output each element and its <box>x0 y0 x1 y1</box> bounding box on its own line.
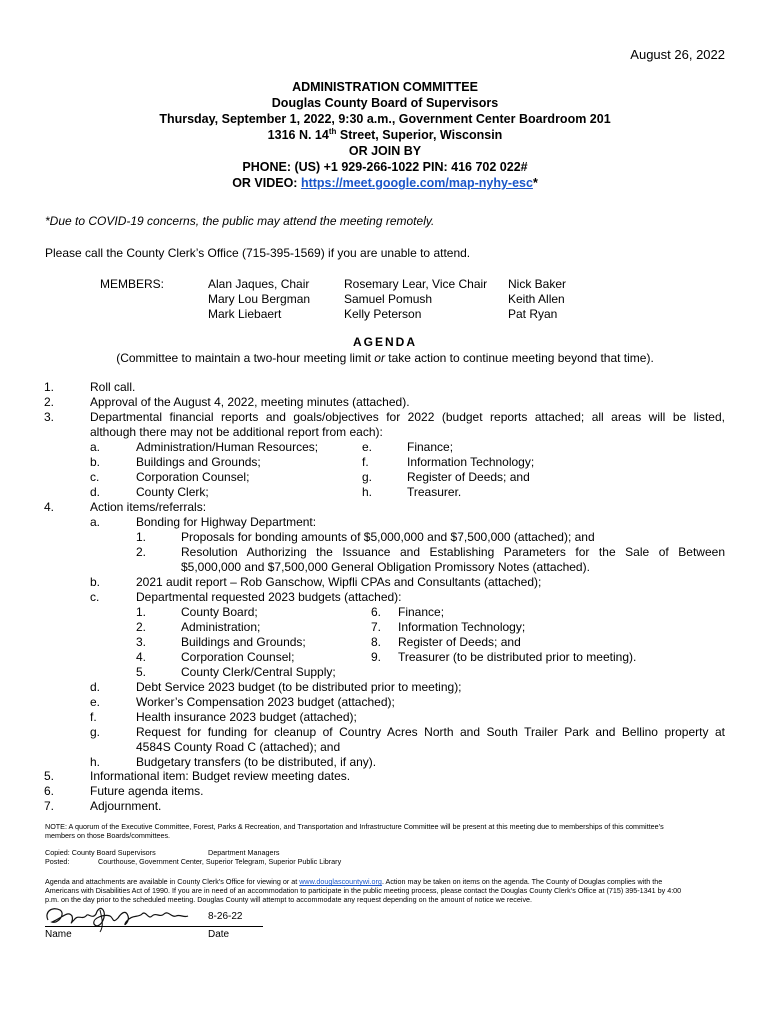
agenda-item-text: Adjournment. <box>90 799 162 813</box>
item-number: 1. <box>43 380 54 394</box>
meeting-address <box>0 128 770 143</box>
agenda-item-text: Departmental financial reports and goals/objectives for 2022 (budget reports attached; all areas will be listed, <box>90 410 725 424</box>
sub-sub-number: 1. <box>136 605 147 619</box>
video-meeting-link[interactable]: https://meet.google.com/map-nyhy-esc <box>300 176 533 190</box>
item-number: 2. <box>43 395 54 409</box>
agenda-subtitle-part: (Committee to maintain a two-hour meeting limit <box>116 351 375 365</box>
member-name: Keith Allen <box>508 292 565 306</box>
ada-text: . Action may be taken on items on the agenda. The County of Douglas complies with the <box>381 877 663 886</box>
item-number: 3. <box>43 410 54 424</box>
sub-item-text: Corporation Counsel; <box>136 470 250 484</box>
sub-sub-text: Buildings and Grounds; <box>181 635 306 649</box>
sub-sub-number: 1. <box>136 530 147 544</box>
sub-item-letter: d. <box>90 485 101 499</box>
member-name: Pat Ryan <box>508 307 558 321</box>
sub-item-letter: h. <box>90 755 101 769</box>
sub-item-letter: e. <box>362 440 373 454</box>
sub-sub-number: 2. <box>136 545 147 559</box>
quorum-note-cont: members on those Boards/committees. <box>45 831 171 840</box>
name-label: Name <box>45 929 72 940</box>
sub-sub-number: 4. <box>136 650 147 664</box>
sub-item-text: 2021 audit report – Rob Ganschow, Wipfli CPAs and Consultants (attached); <box>136 575 542 589</box>
agenda-subtitle-or: or <box>374 351 385 365</box>
agenda-item-text: Roll call. <box>90 380 136 394</box>
sub-item-text: Finance; <box>407 440 454 454</box>
sub-item-text: Information Technology; <box>407 455 535 469</box>
members-label: MEMBERS: <box>100 277 165 291</box>
sub-item-letter: d. <box>90 680 101 694</box>
join-by-heading: OR JOIN BY <box>348 144 422 158</box>
sub-item-text: 4584S County Road C (attached); and <box>136 740 341 754</box>
sub-sub-text: $5,000,000 and $7,500,000 General Obligation Promissory Notes (attached). <box>181 560 590 574</box>
sub-sub-number: 8. <box>371 635 382 649</box>
ada-notice-line: Americans with Disabilities Act of 1990. If you are in need of an accommodation to participate in the public meeting process, please contact the Douglas County Clerk’s Office at (715) 395-1341 by 4:00 <box>45 886 682 895</box>
county-website-link[interactable]: www.douglascountywi.org <box>299 877 382 886</box>
video-label: OR VIDEO: <box>232 176 301 190</box>
sub-sub-number: 3. <box>136 635 147 649</box>
sub-item-text: Debt Service 2023 budget (to be distributed prior to meeting); <box>136 680 462 694</box>
agenda-title: AGENDA <box>352 335 417 349</box>
sub-sub-text: Register of Deeds; and <box>398 635 521 649</box>
date-label: Date <box>208 929 230 940</box>
posted-locations: Courthouse, Government Center, Superior Telegram, Superior Public Library <box>98 857 342 866</box>
address-ordinal: th <box>328 126 337 136</box>
sub-item-letter: b. <box>90 455 101 469</box>
sub-sub-text: Proposals for bonding amounts of $5,000,000 and $7,500,000 (attached); and <box>181 530 595 544</box>
sub-item-text: Administration/Human Resources; <box>136 440 319 454</box>
copied-extra: Department Managers <box>208 848 280 857</box>
members-column-3 <box>508 277 566 322</box>
address-street-number: 1316 N. 14 <box>267 128 329 142</box>
copied-label: Copied: County Board Supervisors <box>45 848 156 857</box>
sub-item-letter: f. <box>90 710 97 724</box>
sub-item-text: Departmental requested 2023 budgets (attached): <box>136 590 402 604</box>
sub-sub-number: 7. <box>371 620 382 634</box>
attendance-note: Please call the County Clerk’s Office (715-395-1569) if you are unable to attend. <box>45 246 471 260</box>
member-name: Alan Jaques, Chair <box>208 277 310 291</box>
sub-item-text: Health insurance 2023 budget (attached); <box>136 710 357 724</box>
sub-item-letter: g. <box>90 725 101 739</box>
sub-item-letter: a. <box>90 515 101 529</box>
agenda-item-text: although there may not be additional report from each): <box>90 425 383 439</box>
sub-sub-number: 6. <box>371 605 382 619</box>
sub-item-text: Register of Deeds; and <box>407 470 530 484</box>
quorum-note: NOTE: A quorum of the Executive Committee, Forest, Parks & Recreation, and Transportation and Infrastructure Committee will be present at this meeting due to memberships of this committee’s <box>45 822 664 831</box>
agenda-item-text: Future agenda items. <box>90 784 204 798</box>
sub-item-text: Request for funding for cleanup of Country Acres North and South Trailer Park and Bellino property at <box>136 725 725 739</box>
item-number: 4. <box>43 500 54 514</box>
sub-item-text: Bonding for Highway Department: <box>136 515 317 529</box>
video-asterisk: * <box>532 176 538 190</box>
sub-item-letter: c. <box>90 470 100 484</box>
sub-item-text: Budgetary transfers (to be distributed, if any). <box>136 755 377 769</box>
signature-date: 8-26-22 <box>208 911 243 922</box>
sub-sub-text: Finance; <box>398 605 445 619</box>
sub-item-letter: g. <box>362 470 373 484</box>
sub-item-letter: a. <box>90 440 101 454</box>
sub-sub-text: Resolution Authorizing the Issuance and Establishing Parameters for the Sale of Between <box>181 545 725 559</box>
agenda-item-text: Informational item: Budget review meeting dates. <box>90 769 351 783</box>
sub-item-text: Treasurer. <box>407 485 462 499</box>
member-name: Mary Lou Bergman <box>208 292 311 306</box>
sub-item-letter: e. <box>90 695 101 709</box>
sub-sub-text: County Board; <box>181 605 258 619</box>
sub-sub-text: County Clerk/Central Supply; <box>181 665 336 679</box>
sub-sub-text: Treasurer (to be distributed prior to meeting). <box>398 650 637 664</box>
video-join-info <box>0 176 770 191</box>
sub-item-letter: c. <box>90 590 100 604</box>
ada-notice-line: p.m. on the day prior to the scheduled meeting. Douglas County will attempt to accommodate any request depending on the amount of notice we receive. <box>45 895 533 904</box>
item-number: 6. <box>43 784 54 798</box>
sub-sub-text: Corporation Counsel; <box>181 650 295 664</box>
address-rest: Street, Superior, Wisconsin <box>336 128 503 142</box>
sub-item-letter: b. <box>90 575 101 589</box>
agenda-subtitle-part: take action to continue meeting beyond that time). <box>384 351 654 365</box>
sub-item-letter: h. <box>362 485 373 499</box>
member-name: Mark Liebaert <box>208 307 282 321</box>
sub-sub-text: Administration; <box>181 620 261 634</box>
member-name: Rosemary Lear, Vice Chair <box>344 277 488 291</box>
sub-sub-text: Information Technology; <box>398 620 526 634</box>
ada-text: Agenda and attachments are available in County Clerk’s Office for viewing or at <box>45 877 300 886</box>
agenda-item-text: Action items/referrals: <box>90 500 207 514</box>
document-date: August 26, 2022 <box>630 47 725 62</box>
sub-item-text: Worker’s Compensation 2023 budget (attached); <box>136 695 395 709</box>
sub-sub-number: 9. <box>371 650 382 664</box>
board-name: Douglas County Board of Supervisors <box>271 96 499 110</box>
members-column-2 <box>344 277 487 322</box>
committee-title: ADMINISTRATION COMMITTEE <box>292 80 478 94</box>
item-number: 7. <box>43 799 54 813</box>
sub-sub-number: 2. <box>136 620 147 634</box>
covid-note: *Due to COVID-19 concerns, the public may attend the meeting remotely. <box>45 214 435 228</box>
phone-join-info: PHONE: (US) +1 929-266-1022 PIN: 416 702 022# <box>242 160 528 174</box>
signature-line <box>45 926 263 927</box>
agenda-subtitle <box>0 351 770 366</box>
member-name: Samuel Pomush <box>344 292 433 306</box>
member-name: Nick Baker <box>508 277 567 291</box>
meeting-datetime: Thursday, September 1, 2022, 9:30 a.m., Government Center Boardroom 201 <box>159 112 611 126</box>
sub-item-text: Buildings and Grounds; <box>136 455 261 469</box>
item-number: 5. <box>43 769 54 783</box>
agenda-item-text: Approval of the August 4, 2022, meeting minutes (attached). <box>90 395 410 409</box>
members-column-1 <box>208 277 310 322</box>
sub-item-letter: f. <box>362 455 369 469</box>
sub-item-text: County Clerk; <box>136 485 209 499</box>
posted-label: Posted: <box>45 857 70 866</box>
sub-sub-number: 5. <box>136 665 147 679</box>
member-name: Kelly Peterson <box>344 307 422 321</box>
